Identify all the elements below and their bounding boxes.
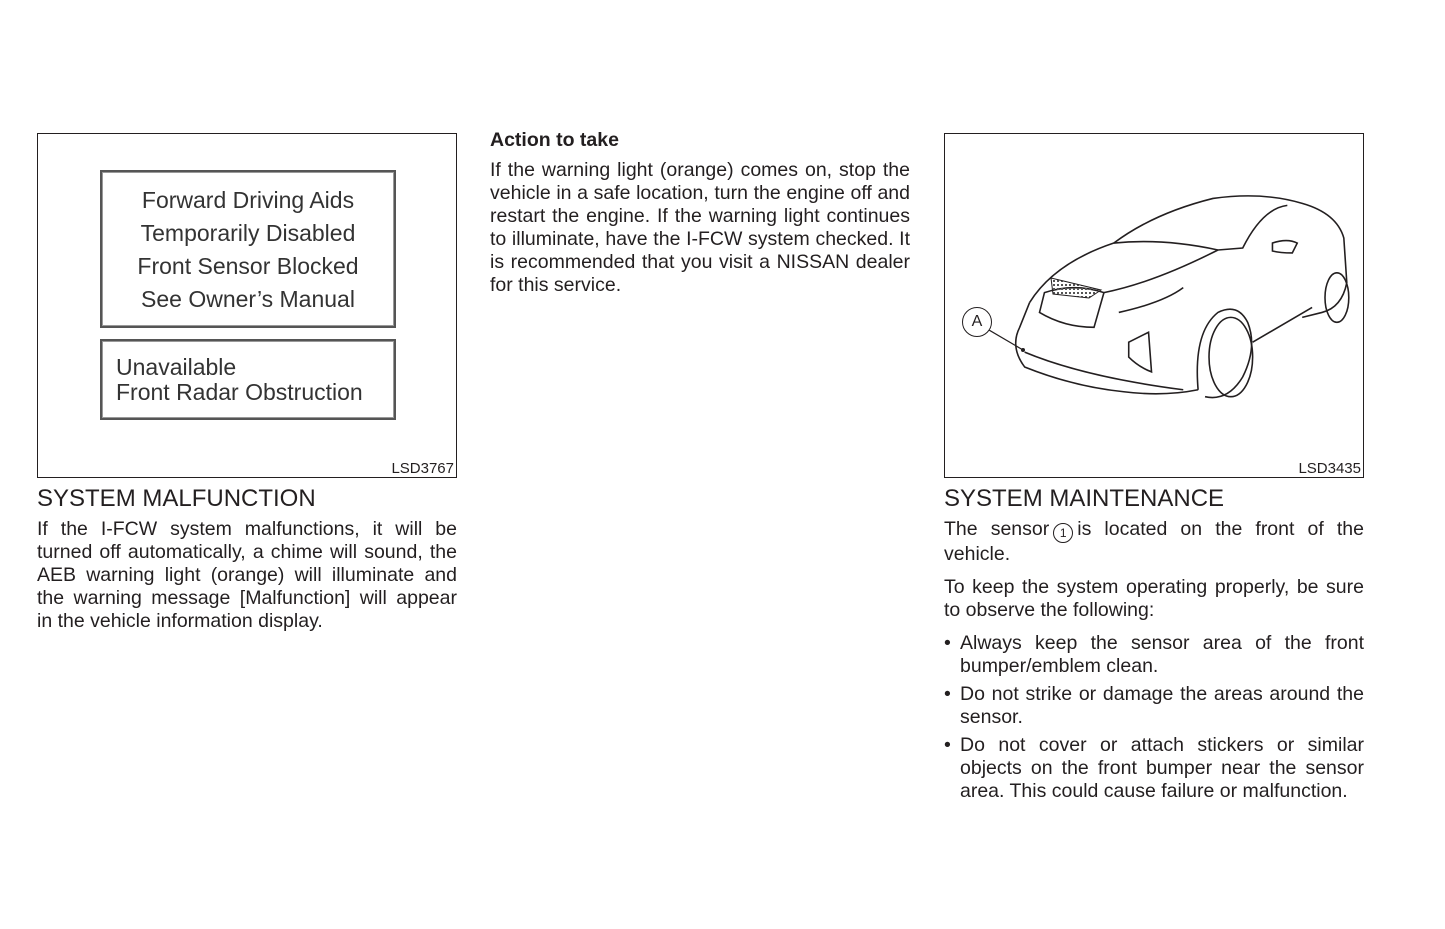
message-line: Forward Driving Aids bbox=[141, 187, 355, 213]
bullet-icon: • bbox=[944, 734, 951, 756]
display-message-figure bbox=[37, 133, 457, 478]
malfunction-section bbox=[37, 484, 457, 643]
grille-mesh bbox=[1049, 276, 1104, 300]
text: is located on the front of the vehicle. bbox=[944, 518, 1364, 565]
bullet-list bbox=[944, 632, 1364, 803]
message-line: Temporarily Disabled bbox=[140, 220, 356, 246]
message-line: Front Radar Obstruction bbox=[116, 379, 363, 405]
action-section bbox=[490, 128, 910, 307]
list-item bbox=[944, 683, 1364, 729]
car-illustration bbox=[945, 134, 1362, 476]
figure-code: LSD3435 bbox=[1298, 460, 1361, 477]
list-item-text: Do not cover or attach stickers or similar objects on the front bumper near the sensor area. This could cause failure or malfunction. bbox=[960, 734, 1364, 802]
list-item bbox=[944, 632, 1364, 678]
sensor-marker: 1 bbox=[1053, 523, 1073, 543]
list-item-text: Always keep the sensor area of the front bumper/emblem clean. bbox=[960, 632, 1364, 677]
section-title: SYSTEM MAINTENANCE bbox=[944, 485, 1225, 512]
text: The sensor bbox=[944, 518, 1050, 540]
paragraph: To keep the system operating properly, be sure to observe the following: bbox=[944, 576, 1364, 621]
bullet-icon: • bbox=[944, 683, 951, 705]
callout-leader-line bbox=[989, 330, 1029, 355]
paragraph bbox=[944, 518, 1364, 566]
message-line: See Owner’s Manual bbox=[141, 286, 355, 312]
figure-code: LSD3767 bbox=[391, 460, 454, 477]
message-line: Unavailable bbox=[116, 354, 237, 380]
bullet-icon: • bbox=[944, 632, 951, 654]
unavailable-message-box bbox=[100, 339, 396, 420]
paragraph: If the I-FCW system malfunctions, it will be turned off automatically, a chime will sound, the AEB warning light (orange) will illuminate and the warning message [Malfunction] will appear in the vehicle information display. bbox=[37, 518, 457, 632]
vehicle-sensor-figure bbox=[944, 133, 1364, 478]
warning-message-box bbox=[100, 170, 396, 328]
maintenance-section bbox=[944, 484, 1364, 808]
list-item bbox=[944, 734, 1364, 803]
section-heading: Action to take bbox=[490, 129, 619, 151]
list-item-text: Do not strike or damage the areas around the sensor. bbox=[960, 683, 1364, 728]
callout-marker: A bbox=[962, 307, 992, 337]
section-title: SYSTEM MALFUNCTION bbox=[37, 485, 316, 512]
paragraph: If the warning light (orange) comes on, stop the vehicle in a safe location, turn the engine off and restart the engine. If the warning light continues to illuminate, have the I-FCW system checked. It is recommended that you visit a NISSAN dealer for this service. bbox=[490, 159, 910, 296]
message-line: Front Sensor Blocked bbox=[137, 253, 359, 279]
